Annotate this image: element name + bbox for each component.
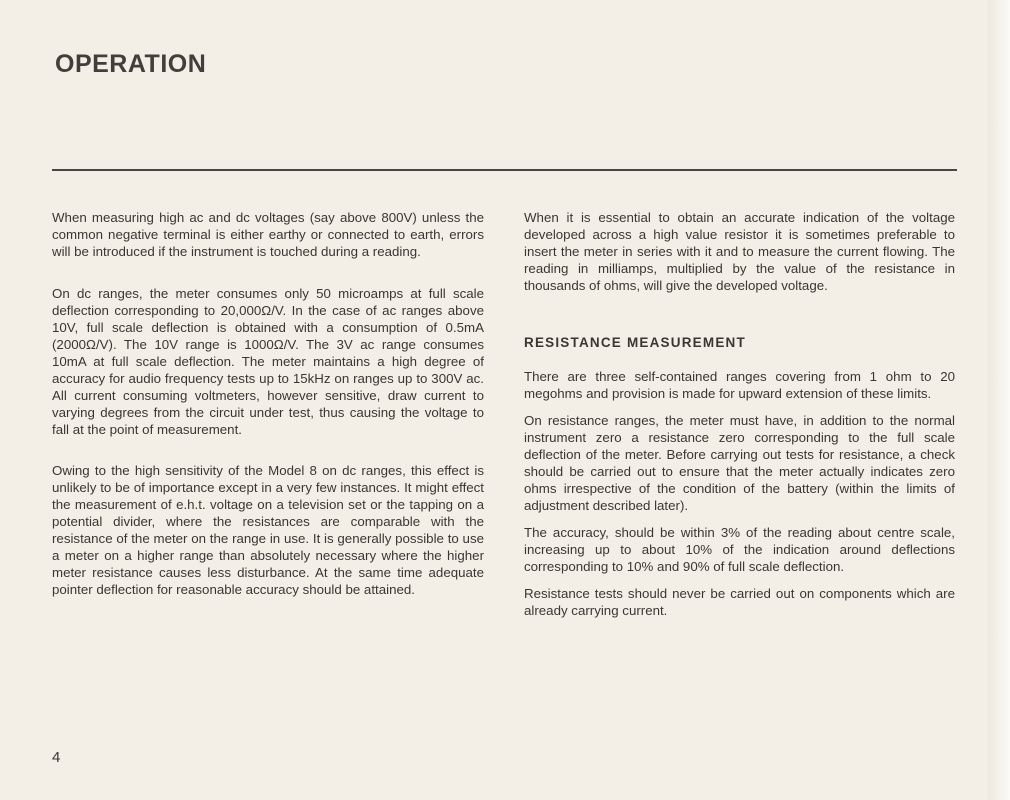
- page-number: 4: [52, 749, 61, 766]
- paragraph-warning: Resistance tests should never be carried out on components which are already carrying current.: [524, 586, 955, 618]
- section-heading-resistance: RESISTANCE MEASUREMENT: [524, 335, 746, 350]
- paragraph-dc-ranges: On dc ranges, the meter consumes only 50 microamps at full scale deflection corresponding to 20,000Ω/V. In the case of ac ranges above 10V, full scale deflection is obtained with a consumption of 0.5mA (2000Ω/V). The 10V range is 1000Ω/V. The 3V ac range consumes 10mA at full scale deflection. The meter maintains a high degree of accuracy for audio frequency tests up to 15kHz on ranges up to 300V ac. All current consuming voltmeters, however sensitive, draw current to varying degrees from the circuit under test, thus causing the voltage to fall at the point of measurement.: [52, 286, 484, 437]
- paragraph-high-voltage: When measuring high ac and dc voltages (say above 800V) unless the common negative terminal is either earthy or connected to earth, errors will be introduced if the instrument is touched during a reading.: [52, 210, 484, 259]
- paragraph-accuracy: The accuracy, should be within 3% of the reading about centre scale, increasing up to about 10% of the indication around deflections corresponding to 10% and 90% of full scale deflection.: [524, 525, 955, 574]
- paragraph-resistance-zero: On resistance ranges, the meter must have, in addition to the normal instrument zero a resistance zero corresponding to the full scale deflection of the meter. Before carrying out tests for resistance, a check should be carried out to ensure that the meter actually indicates zero ohms irrespective of the condition of the battery (within the limits of adjustment described later).: [524, 413, 955, 513]
- left-column: [52, 209, 484, 598]
- paragraph-series-measurement: When it is essential to obtain an accurate indication of the voltage developed across a high value resistor it is sometimes preferable to insert the meter in series with it and to measure the current flowing. The reading in milliamps, multiplied by the value of the resistance in thousands of ohms, will give the developed voltage.: [524, 210, 955, 293]
- paragraph-sensitivity: Owing to the high sensitivity of the Model 8 on dc ranges, this effect is unlikely to be of importance except in a very few instances. It might effect the measurement of e.h.t. voltage on a television set or the tapping on a potential divider, where the resistances are comparable with the resistance of the meter on the range in use. It is generally possible to use a meter on a higher range than absolutely necessary where the higher meter resistance causes less disturbance. At the same time adequate pointer deflection for reasonable accuracy should be attained.: [52, 463, 484, 597]
- title-divider: [52, 169, 957, 171]
- page-title: OPERATION: [55, 50, 207, 78]
- page-edge: [988, 0, 1010, 800]
- paragraph-ranges: There are three self-contained ranges covering from 1 ohm to 20 megohms and provision is made for upward extension of these limits.: [524, 369, 955, 401]
- right-column: [524, 209, 955, 619]
